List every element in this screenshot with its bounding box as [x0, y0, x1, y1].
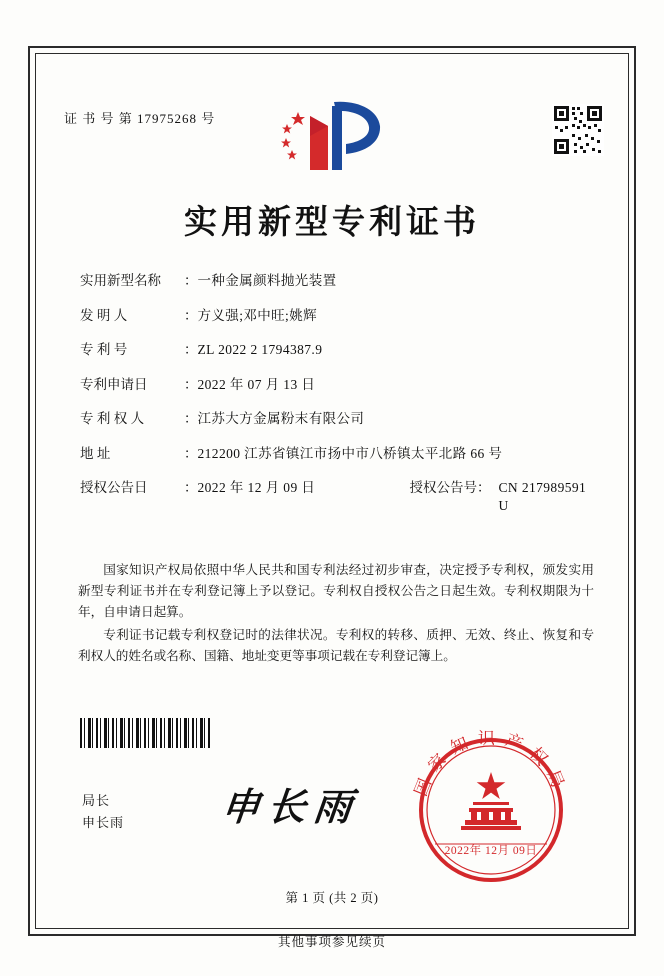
handwritten-signature: 申长雨 [219, 784, 363, 829]
field-colon-2: ： [477, 480, 491, 495]
field-row [80, 410, 594, 428]
field-label-patentee: 专 利 权 人 [80, 411, 145, 426]
field-label-grant-number: 授权公告号 [409, 480, 477, 495]
field-label-grant-date: 授权公告日 [80, 480, 148, 495]
field-value-inventors: 方义强;邓中旺;姚辉 [197, 307, 318, 323]
qr-code-icon [552, 104, 604, 156]
patent-office-logo-icon [280, 96, 384, 176]
field-value-invention-name: 一种金属颜料抛光装置 [197, 273, 337, 288]
field-colon: ： [184, 411, 198, 426]
field-row [80, 272, 594, 290]
field-label-inventors: 发 明 人 [80, 307, 128, 323]
field-row [80, 376, 594, 394]
field-list [80, 272, 594, 532]
field-row [80, 307, 594, 325]
field-colon: ： [184, 273, 198, 288]
page-number: 第 1 页 (共 2 页) [285, 891, 379, 905]
field-colon: ： [184, 445, 198, 461]
page-title: 实用新型专利证书 [184, 202, 480, 241]
signature-name: 申长雨 [82, 815, 125, 830]
seal-date: 2022年 12月 09日 [444, 845, 538, 857]
field-row [80, 341, 594, 359]
field-colon: ： [184, 307, 198, 323]
signature-block [82, 790, 124, 834]
field-value-grant-number: CN 217989591 U [498, 480, 587, 513]
field-row [80, 445, 594, 463]
field-row-grant [80, 479, 594, 515]
field-value-grant-date: 2022 年 12 月 09 日 [197, 480, 316, 495]
field-colon: ： [184, 480, 198, 495]
field-value-address: 212200 江苏省镇江市扬中市八桥镇太平北路 66 号 [197, 445, 503, 461]
certificate-number: 证 书 号 第 17975268 号 [64, 111, 216, 126]
legal-text [78, 560, 594, 669]
footer-note: 其他事项参见续页 [277, 935, 386, 949]
field-value-patentee: 江苏大方金属粉末有限公司 [197, 411, 365, 426]
field-label-address: 地 址 [80, 445, 111, 461]
field-value-patent-number: ZL 2022 2 1794387.9 [197, 342, 323, 357]
field-colon: ： [184, 376, 198, 392]
field-label-patent-number: 专 利 号 [80, 342, 128, 357]
paragraph-1: 国家知识产权局依照中华人民共和国专利法经过初步审查，决定授予专利权，颁发实用新型专利证书并在专利登记簿上予以登记。专利权自授权公告之日起生效。专利权期限为十年，自申请日起算。 [78, 563, 594, 619]
field-value-application-date: 2022 年 07 月 13 日 [197, 376, 316, 392]
field-colon: ： [184, 342, 198, 357]
paragraph-2: 专利证书记载专利权登记时的法律状况。专利权的转移、质押、无效、终止、恢复和专利权人的姓名或名称、国籍、地址变更等事项记载在专利登记簿上。 [78, 628, 594, 663]
barcode [80, 718, 210, 748]
signature-title: 局长 [82, 793, 111, 808]
svg-text:国家知识产权局: 国家知识产权局 [411, 728, 571, 800]
field-label-application-date: 专利申请日 [80, 376, 148, 392]
field-label-invention-name: 实用新型名称 [80, 273, 161, 288]
official-seal [405, 724, 577, 896]
